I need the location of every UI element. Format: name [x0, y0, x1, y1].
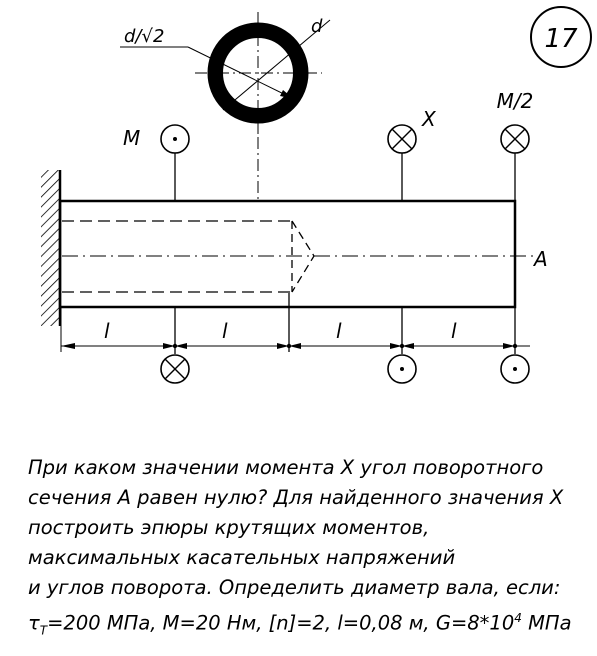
torque-X-label: X — [422, 107, 436, 131]
problem-statement — [28, 453, 588, 645]
problem-line-5: и углов поворота. Определить диаметр вала, если: — [28, 576, 561, 599]
fixed-wall — [41, 170, 60, 326]
segment-2-length-label: l — [222, 319, 228, 343]
torque-bottom-3 — [388, 355, 416, 383]
cross-section — [120, 12, 330, 135]
outer-diameter-label: d — [311, 16, 323, 37]
problem-number: 17 — [544, 24, 578, 54]
problem-line-1: При каком значении момента X угол поворотного — [28, 456, 544, 479]
torque-M-half-label: M/2 — [496, 89, 534, 113]
torque-bottom-4 — [501, 355, 529, 383]
torque-M-top — [123, 125, 189, 200]
tau-symbol: τ — [28, 611, 40, 635]
dimension-line — [61, 319, 530, 349]
segment-4-length-label: l — [451, 319, 457, 343]
section-a-label: A — [534, 247, 548, 271]
torque-M-label: M — [123, 126, 141, 150]
problem-line-6 — [28, 603, 588, 645]
shaft-outline — [60, 201, 515, 307]
inner-diameter-label: d/√2 — [124, 26, 165, 47]
torque-bottom-1 — [161, 355, 189, 383]
segment-1-length-label: l — [104, 319, 110, 343]
problem-number-badge — [531, 7, 591, 67]
torque-X-top — [388, 107, 437, 200]
given-units: МПа — [521, 611, 572, 635]
given-values: =200 МПа, M=20 Нм, [n]=2, l=0,08 м, G=8*10 — [47, 611, 515, 635]
problem-line-4: максимальных касательных напряжений — [28, 546, 456, 569]
torque-M-half-top — [497, 89, 534, 200]
problem-line-3: построить эпюры крутящих моментов, — [28, 516, 430, 539]
tau-subscript: T — [39, 623, 48, 638]
problem-line-2: сечения A равен нулю? Для найденного значения X — [28, 486, 564, 509]
exponent: 4 — [514, 611, 522, 625]
shaft — [60, 201, 548, 307]
segment-3-length-label: l — [336, 319, 342, 343]
